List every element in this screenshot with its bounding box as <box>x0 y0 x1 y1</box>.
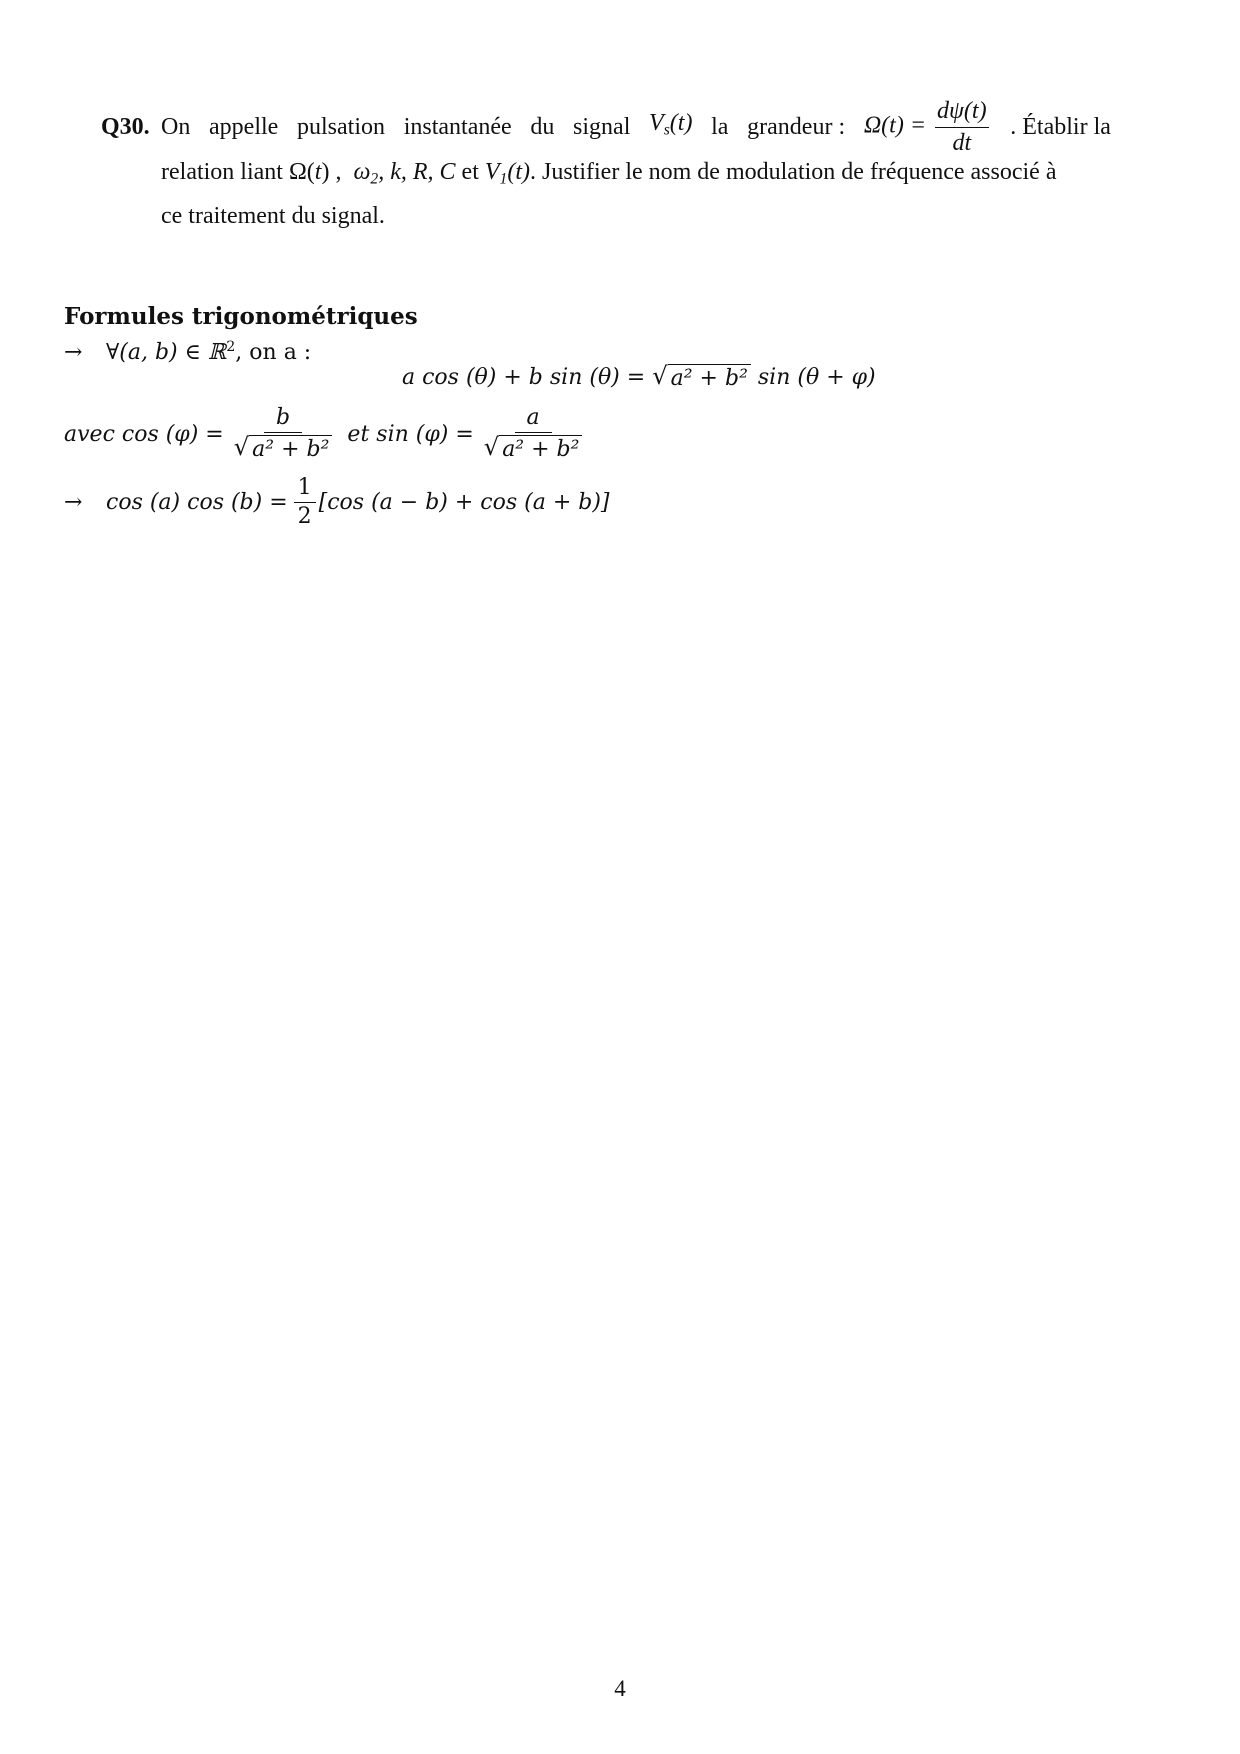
word: la <box>711 114 729 140</box>
dpsi-dt-fraction <box>935 98 989 156</box>
word: appelle <box>209 114 279 140</box>
omega-definition <box>864 98 992 156</box>
question-number: Q30. <box>101 114 150 140</box>
sqrt-radicand: a² + b² <box>668 364 751 391</box>
product-right: [cos (a − b) + cos (a + b)] <box>318 490 610 516</box>
fraction-numerator: a <box>515 406 552 433</box>
forall-text: ∀(a, b) ∈ ℝ <box>106 339 227 365</box>
phi-definition-row <box>64 406 587 462</box>
et-sin: et sin (φ) = <box>347 421 474 447</box>
word: On <box>161 114 191 140</box>
formulas-title: Formules trigonométriques <box>64 303 418 330</box>
signal-v1: $V_1(t)$ <box>484 159 530 188</box>
text: ) , <box>321 159 342 185</box>
half-fraction <box>294 476 316 529</box>
word: signal <box>573 114 631 140</box>
identity-right: sin (θ + φ) <box>757 365 876 390</box>
signal-vs: $V_s(t)$ <box>649 110 693 139</box>
question-line-1-text <box>161 98 1111 156</box>
arrow-icon: → <box>64 339 83 365</box>
variables: , k, R, C <box>378 159 456 185</box>
question-q30 <box>101 100 1111 234</box>
fraction-numerator: dψ(t) <box>935 98 989 127</box>
fraction-denominator: dt <box>952 129 972 156</box>
fraction-numerator: b <box>264 406 302 433</box>
product-left: cos (a) cos (b) = <box>106 490 288 516</box>
product-formula-row <box>64 476 610 529</box>
question-line-2 <box>101 154 1111 198</box>
omega-2: $\omega_2$ <box>353 159 379 188</box>
main-identity <box>402 362 876 394</box>
forall-end: , on a : <box>235 339 312 365</box>
question-line-1 <box>101 100 1111 154</box>
forall-row <box>64 332 1064 365</box>
sin-phi-fraction <box>482 406 585 462</box>
fraction-numerator: 1 <box>294 476 316 503</box>
fraction-denominator: √ a² + b² <box>482 433 585 462</box>
question-line-3: ce traitement du signal. <box>161 202 385 229</box>
text: t <box>314 159 322 185</box>
word: pulsation <box>297 114 386 140</box>
fraction-denominator: 2 <box>297 504 312 530</box>
sqrt-icon: √ a² + b² <box>652 364 751 391</box>
word: grandeur : <box>747 114 846 140</box>
trig-formulas <box>64 302 1064 530</box>
omega-lhs: Ω(t) = <box>863 112 927 139</box>
avec-cos: avec cos (φ) = <box>64 421 224 447</box>
cos-phi-fraction <box>232 406 335 462</box>
superscript: 2 <box>226 339 236 355</box>
text: . Justifier le nom de modulation de fréquence associé à <box>530 159 1057 185</box>
word: instantanée <box>403 114 512 140</box>
arrow-icon: → <box>64 490 83 516</box>
text: et <box>455 159 485 185</box>
identity-left: a cos (θ) + b sin (θ) = <box>402 365 646 390</box>
word: du <box>530 114 555 140</box>
line-1-end: . Établir la <box>1010 114 1111 140</box>
text: relation liant Ω( <box>161 159 315 185</box>
page-number: 4 <box>614 1676 626 1701</box>
fraction-denominator: √ a² + b² <box>232 433 335 462</box>
